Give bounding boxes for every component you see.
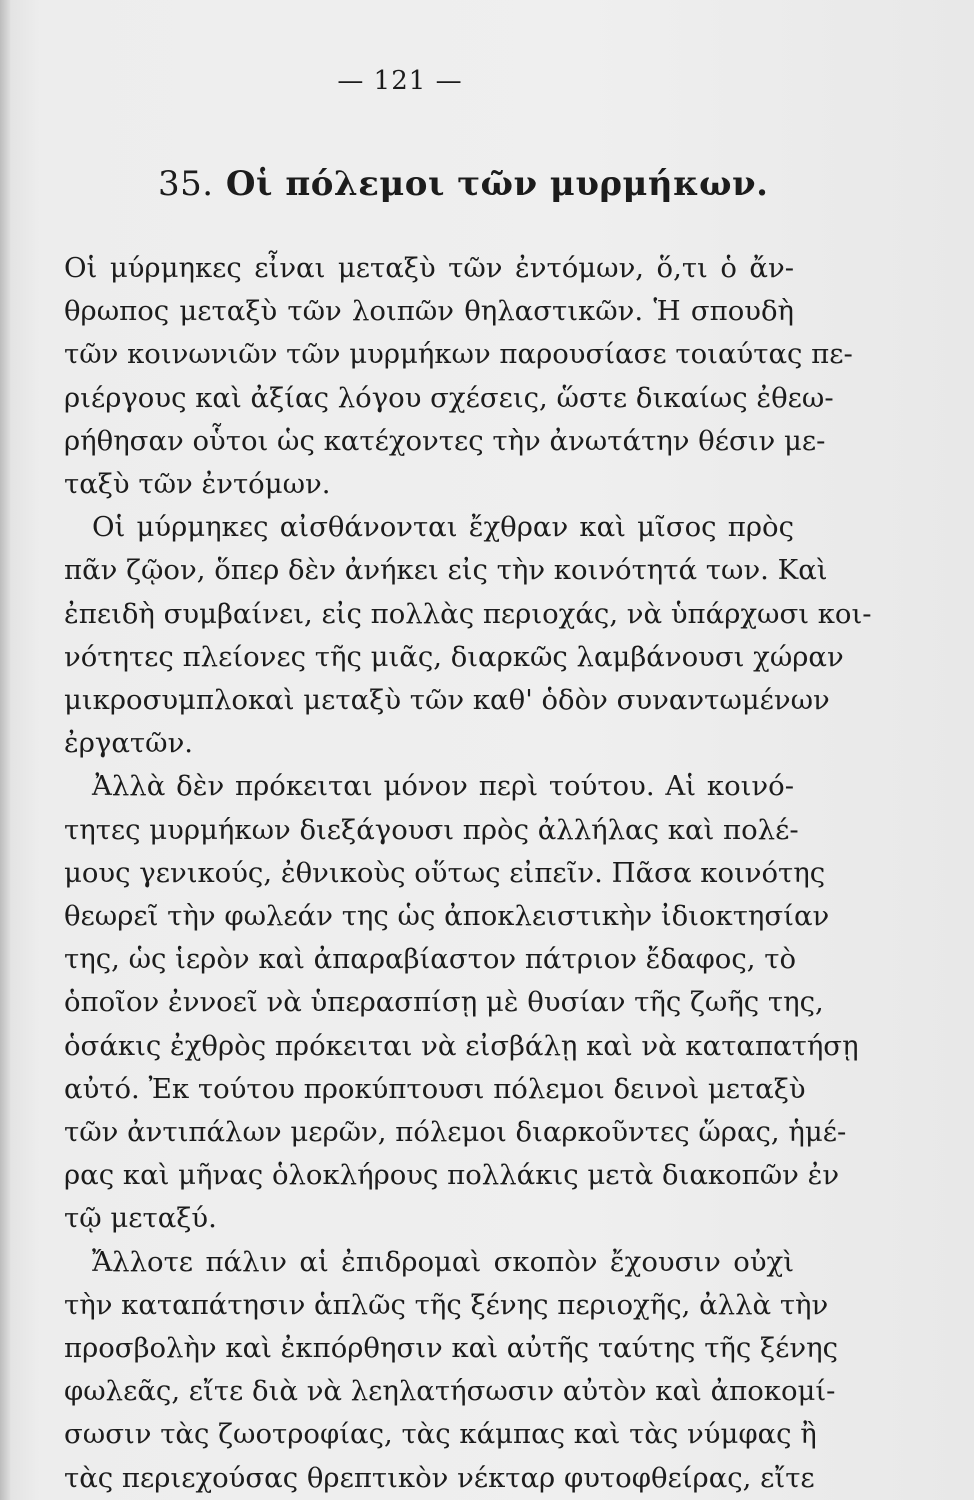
text-line: ρας καὶ μῆνας ὁλοκλήρους πολλάκις μετὰ διακοπῶν ἐν [64,1159,840,1192]
text-line: πᾶν ζῷον, ὅπερ δὲν ἀνήκει εἰς τὴν κοινότητά των. Καὶ [64,554,828,587]
text-line: αὐτό. Ἐκ τούτου προκύπτουσι πόλεμοι δεινοὶ μεταξὺ [64,1072,806,1105]
text-line: ὁσάκις ἐχθρὸς πρόκειται νὰ εἰσβάλῃ καὶ νὰ καταπατήσῃ [64,1029,859,1062]
text-line: μους γενικούς, ἐθνικοὺς οὕτως εἰπεῖν. Πᾶσα κοινότης [64,856,826,889]
text-line: νότητες πλείονες τῆς μιᾶς, διαρκῶς λαμβάνουσι χώραν [64,640,844,673]
section-title: Οἱ πόλεμοι τῶν μυρμήκων. [225,164,769,204]
text-line: φωλεᾶς, εἴτε διὰ νὰ λεηλατήσωσιν αὐτὸν καὶ ἀποκομί- [64,1375,836,1408]
text-line: ριέργους καὶ ἀξίας λόγου σχέσεις, ὥστε δικαίως ἐθεω- [64,381,834,414]
text-line: τὴν καταπάτησιν ἁπλῶς τῆς ξένης περιοχῆς, ἀλλὰ τὴν [64,1288,829,1321]
text-line: σωσιν τὰς ζωοτροφίας, τὰς κάμπας καὶ τὰς νύμφας ἢ [64,1418,817,1451]
page-edge [0,0,10,1500]
text-line: Οἱ μύρμηκες εἶναι μεταξὺ τῶν ἐντόμων, ὅ,τι ὁ ἄν- [64,252,794,284]
page-number: — 121 — [337,66,463,96]
text-line: προσβολὴν καὶ ἐκπόρθησιν καὶ αὐτῆς ταύτης τῆς ξένης [64,1332,839,1364]
text-line: ἐργατῶν. [64,727,194,760]
text-line: Ἀλλὰ δὲν πρόκειται μόνον περὶ τούτου. Αἱ κοινό- [92,770,794,803]
section-heading [158,164,768,204]
text-line: μικροσυμπλοκαὶ μεταξὺ τῶν καθ' ὁδὸν συναντωμένων [64,684,830,716]
text-line: Οἱ μύρμηκες αἰσθάνονται ἔχθραν καὶ μῖσος πρὸς [92,511,794,544]
text-line: ταξὺ τῶν ἐντόμων. [64,468,331,500]
text-line: ἐπειδὴ συμβαίνει, εἰς πολλὰς περιοχάς, νὰ ὑπάρχωσι κοι- [64,597,872,630]
text-line: θρωπος μεταξὺ τῶν λοιπῶν θηλαστικῶν. Ἡ σπουδὴ [64,295,794,328]
text-line: της, ὡς ἱερὸν καὶ ἀπαραβίαστον πάτριον ἔδαφος, τὸ [64,943,797,976]
section-number: 35. [158,164,214,204]
text-line: ρήθησαν οὗτοι ὡς κατέχοντες τὴν ἀνωτάτην θέσιν με- [64,424,826,457]
text-line: τητες μυρμήκων διεξάγουσι πρὸς ἀλλήλας καὶ πολέ- [64,813,799,846]
text-line: τὰς περιεχούσας θρεπτικὸν νέκταρ φυτοφθείρας, εἴτε [64,1461,815,1494]
text-line: Ἄλλοτε πάλιν αἱ ἐπιδρομαὶ σκοπὸν ἔχουσιν οὐχὶ [92,1245,794,1278]
text-line: τῶν ἀντιπάλων μερῶν, πόλεμοι διαρκοῦντες ὥρας, ἡμέ- [64,1116,847,1148]
text-line: τῷ μεταξύ. [64,1202,217,1235]
text-line: ὁποῖον ἐννοεῖ νὰ ὑπερασπίσῃ μὲ θυσίαν τῆς ζωῆς της, [64,986,824,1019]
text-line: θεωρεῖ τὴν φωλεάν της ὡς ἀποκλειστικὴν ἰδιοκτησίαν [64,900,830,932]
text-line: τῶν κοινωνιῶν τῶν μυρμήκων παρουσίασε τοιαύτας πε- [64,338,853,371]
